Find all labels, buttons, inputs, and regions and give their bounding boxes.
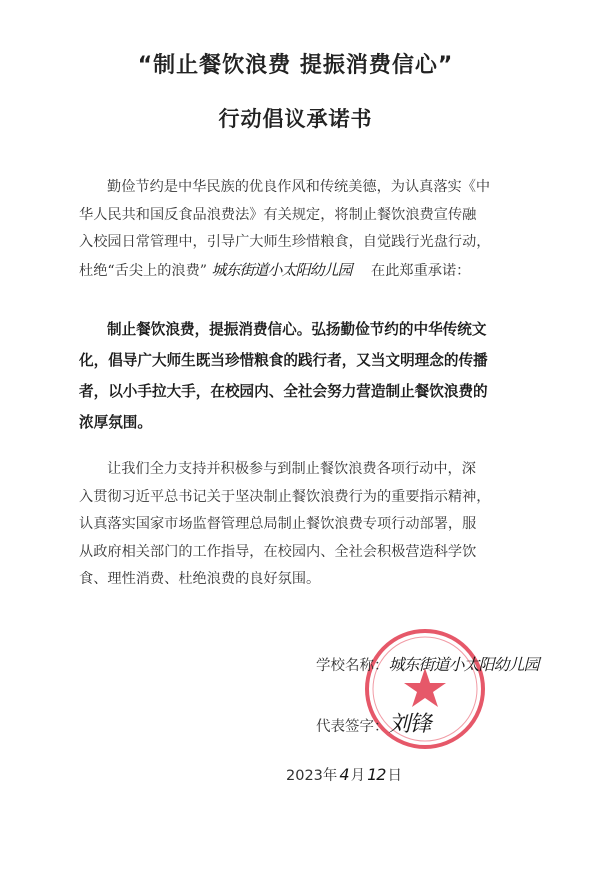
school-name-row [316, 652, 539, 675]
paragraph-line: 入校园日常管理中，引导广大师生珍惜粮食，自觉践行光盘行动， [79, 234, 491, 250]
paragraph-line: 入贯彻习近平总书记关于坚决制止餐饮浪费行为的重要指示精神， [79, 488, 491, 505]
paragraph-text: 勤俭节约是中华民族的优良作风和传统美德，为认真落实《中 [107, 179, 491, 195]
school-name-label: 学校名称： [316, 658, 389, 674]
paragraph-line: 食、理性消费、杜绝浪费的良好氛围。 [79, 571, 321, 587]
representative-row [316, 707, 431, 738]
paragraph-line: 者，以小手拉大手，在校园内、全社会努力营造制止餐饮浪费的 [79, 383, 488, 400]
paragraph-text: 杜绝“舌尖上的浪费” [79, 262, 208, 279]
paragraph-text: 让我们全力支持并积极参与到制止餐饮浪费各项行动中，深 [107, 461, 476, 477]
date-day-label: 日 [387, 768, 402, 784]
paragraph-line [79, 456, 524, 484]
paragraph-line: 认真落实国家市场监督管理总局制止餐饮浪费专项行动部署，服 [79, 516, 477, 532]
paragraph-line: 浓厚氛围。 [79, 414, 152, 431]
date-day-handwritten: 12 [367, 765, 386, 784]
representative-label: 代表签字： [316, 719, 389, 735]
handwritten-school-name-inline: 城东街道小太阳幼儿园 [211, 260, 352, 279]
paragraph-commitment [79, 314, 524, 438]
paragraph-line: 华人民共和国反食品浪费法》有关规定，将制止餐饮浪费宣传融 [79, 206, 477, 223]
paragraph-line: 从政府相关部门的工作指导，在校园内、全社会积极营造科学饮 [79, 543, 477, 560]
document-title-line2: 行动倡议承诺书 [218, 107, 373, 131]
school-name-handwritten: 城东街道小太阳幼儿园 [388, 655, 539, 674]
paragraph-text: 在此郑重承诺： [371, 262, 471, 279]
date-year: 2023年 [286, 768, 338, 784]
paragraph-text: 制止餐饮浪费，提振消费信心。弘扬勤俭节约的中华传统文 [107, 321, 487, 338]
date-month-handwritten: 4 [339, 765, 349, 784]
paragraph-line [79, 257, 524, 285]
paragraph-intro [79, 174, 524, 284]
paragraph-action [79, 456, 524, 594]
date-month-label: 月 [350, 768, 366, 784]
date-row [286, 764, 402, 785]
paragraph-line: 化，倡导广大师生既当珍惜粮食的践行者，又当文明理念的传播 [79, 352, 488, 369]
document-title-line1: “制止餐饮浪费 提振消费信心” [137, 53, 454, 78]
paragraph-line [79, 314, 524, 345]
representative-signature: 刘锋 [388, 712, 431, 737]
paragraph-line [79, 174, 524, 202]
